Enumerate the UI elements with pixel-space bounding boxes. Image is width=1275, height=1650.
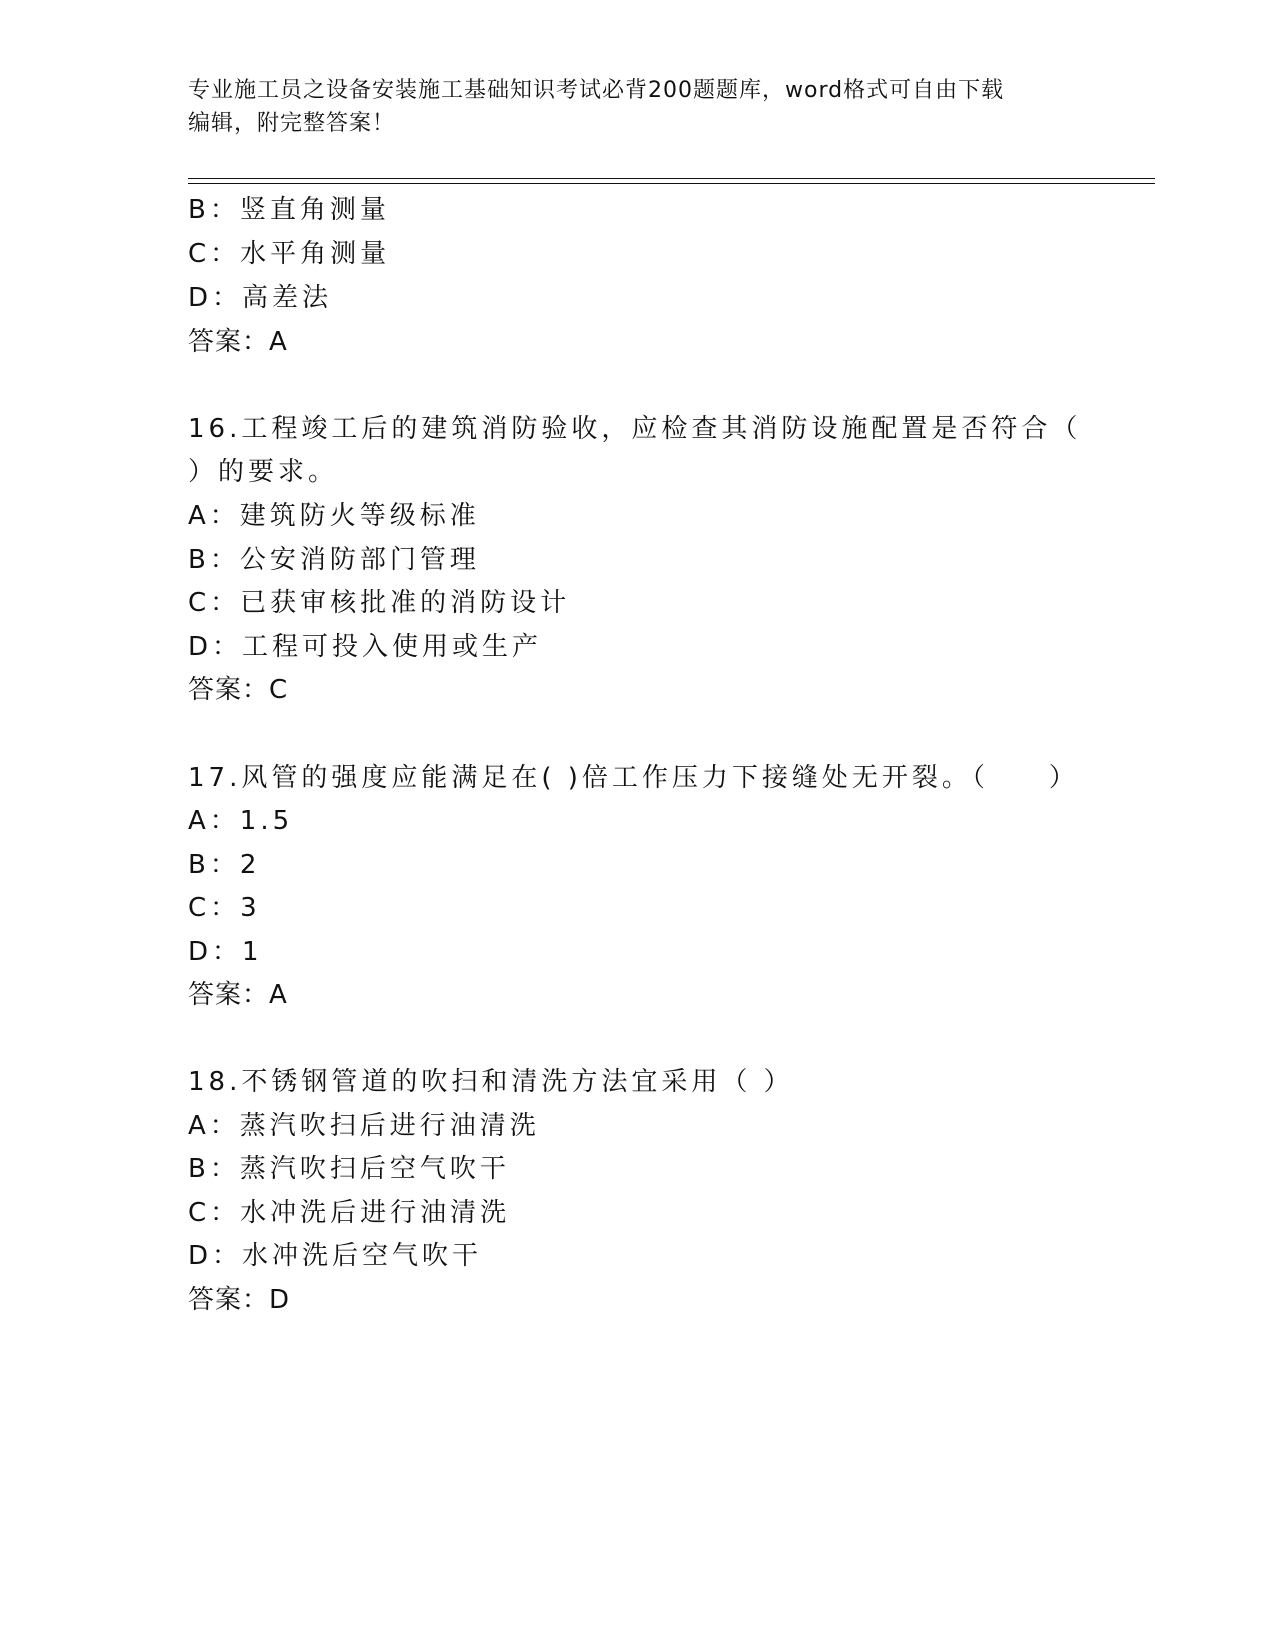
q18-option-b: B：蒸汽吹扫后空气吹干: [188, 1154, 510, 1184]
q17-option-c: C：3: [188, 893, 261, 923]
header-title-line-1: 专业施工员之设备安装施工基础知识考试必背200题题库，word格式可自由下载: [188, 78, 1005, 103]
q15-option-d: D：高差法: [188, 283, 333, 313]
q16-option-b: B：公安消防部门管理: [188, 545, 480, 575]
document-header: [188, 74, 1068, 140]
q17-option-a: A：1.5: [188, 806, 294, 836]
q16-option-a: A：建筑防火等级标准: [188, 501, 480, 531]
q17-option-d: D：1: [188, 937, 263, 967]
q16-answer: 答案：C: [188, 675, 289, 705]
q17-option-b: B：2: [188, 850, 261, 880]
q16-option-c: C：已获审核批准的消防设计: [188, 588, 571, 618]
q17-stem: 17.风管的强度应能满足在( )倍工作压力下接缝处无开裂。（ ）: [188, 763, 1079, 793]
q15-answer: 答案：A: [188, 327, 288, 357]
header-divider-top: [188, 178, 1155, 179]
q18-answer: 答案：D: [188, 1285, 291, 1315]
q16-option-d: D：工程可投入使用或生产: [188, 632, 543, 662]
q16-stem-line-2: ）的要求。: [188, 457, 339, 487]
header-title-line-2: 编辑，附完整答案！: [188, 111, 396, 136]
q16-stem-line-1: 16.工程竣工后的建筑消防验收，应检查其消防设施配置是否符合（: [188, 414, 1082, 444]
q18-option-a: A：蒸汽吹扫后进行油清洗: [188, 1111, 540, 1141]
q18-stem: 18.不锈钢管道的吹扫和清洗方法宜采用（ ）: [188, 1067, 794, 1097]
header-divider-bottom: [188, 183, 1155, 184]
q18-option-d: D：水冲洗后空气吹干: [188, 1241, 483, 1271]
q15-option-c: C：水平角测量: [188, 239, 391, 269]
q15-option-b: B：竖直角测量: [188, 195, 390, 225]
q18-option-c: C：水冲洗后进行油清洗: [188, 1198, 511, 1228]
q17-answer: 答案：A: [188, 980, 288, 1010]
